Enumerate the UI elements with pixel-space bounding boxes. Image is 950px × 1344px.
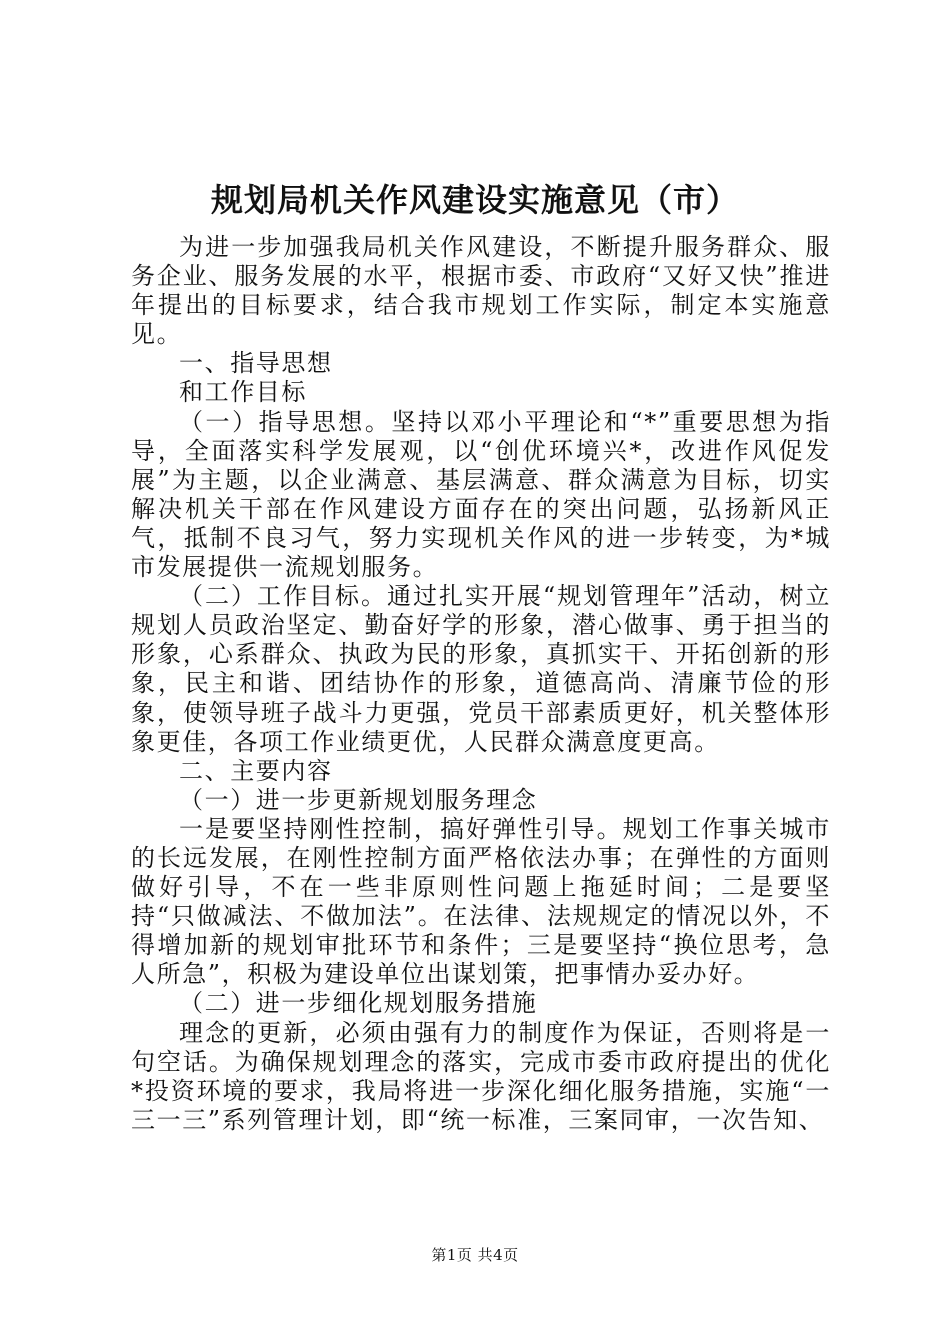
paragraph-service-measures: 理念的更新，必须由强有力的制度作为保证，否则将是一句空话。为确保规划理念的落实，完成市委市政府提出的优化*投资环境的要求，我局将进一步深化细化服务措施，实施“一三一三”系列管理计划，即“统一标准，三案同审，一次告知、 bbox=[131, 1018, 831, 1134]
page-number-footer: 第1页 共4页 bbox=[431, 1246, 519, 1264]
paragraph-guiding-thought: （一）指导思想。坚持以邓小平理论和“*”重要思想为指导，全面落实科学发展观，以“创优环境兴*，改进作风促发展”为主题，以企业满意、基层满意、群众满意为目标，切实解决机关干部在作风建设方面存在的突出问题，弘扬新风正气，抵制不良习气，努力实现机关作风的进一步转变，为*城市发展提供一流规划服务。 bbox=[131, 407, 831, 582]
section-heading-2: 二、主要内容 bbox=[179, 756, 333, 785]
subheading-service-concept: （一）进一步更新规划服务理念 bbox=[179, 785, 538, 814]
document-title: 规划局机关作风建设实施意见（市） bbox=[210, 181, 739, 219]
paragraph-intro: 为进一步加强我局机关作风建设，不断提升服务群众、服务企业、服务发展的水平，根据市委、市政府“又好又快”推进年提出的目标要求，结合我市规划工作实际，制定本实施意见。 bbox=[131, 233, 831, 349]
section-heading-1-continued: 和工作目标 bbox=[179, 378, 307, 407]
paragraph-work-goals: （二）工作目标。通过扎实开展“规划管理年”活动，树立规划人员政治坚定、勤奋好学的形象，潜心做事、勇于担当的形象，心系群众、执政为民的形象，真抓实干、开拓创新的形象，民主和谐、团结协作的形象，道德高尚、清廉节俭的形象，使领导班子战斗力更强，党员干部素质更好，机关整体形象更佳，各项工作业绩更优，人民群众满意度更高。 bbox=[131, 582, 831, 756]
paragraph-service-concept: 一是要坚持刚性控制，搞好弹性引导。规划工作事关城市的长远发展，在刚性控制方面严格依法办事；在弹性的方面则做好引导，不在一些非原则性问题上拖延时间；二是要坚持“只做减法、不做加法”。在法律、法规规定的情况以外，不得增加新的规划审批环节和条件；三是要坚持“换位思考，急人所急”，积极为建设单位出谋划策，把事情办妥办好。 bbox=[131, 814, 831, 989]
section-heading-1: 一、指导思想 bbox=[179, 349, 333, 378]
subheading-service-measures: （二）进一步细化规划服务措施 bbox=[179, 989, 538, 1018]
document-body bbox=[131, 233, 831, 1135]
